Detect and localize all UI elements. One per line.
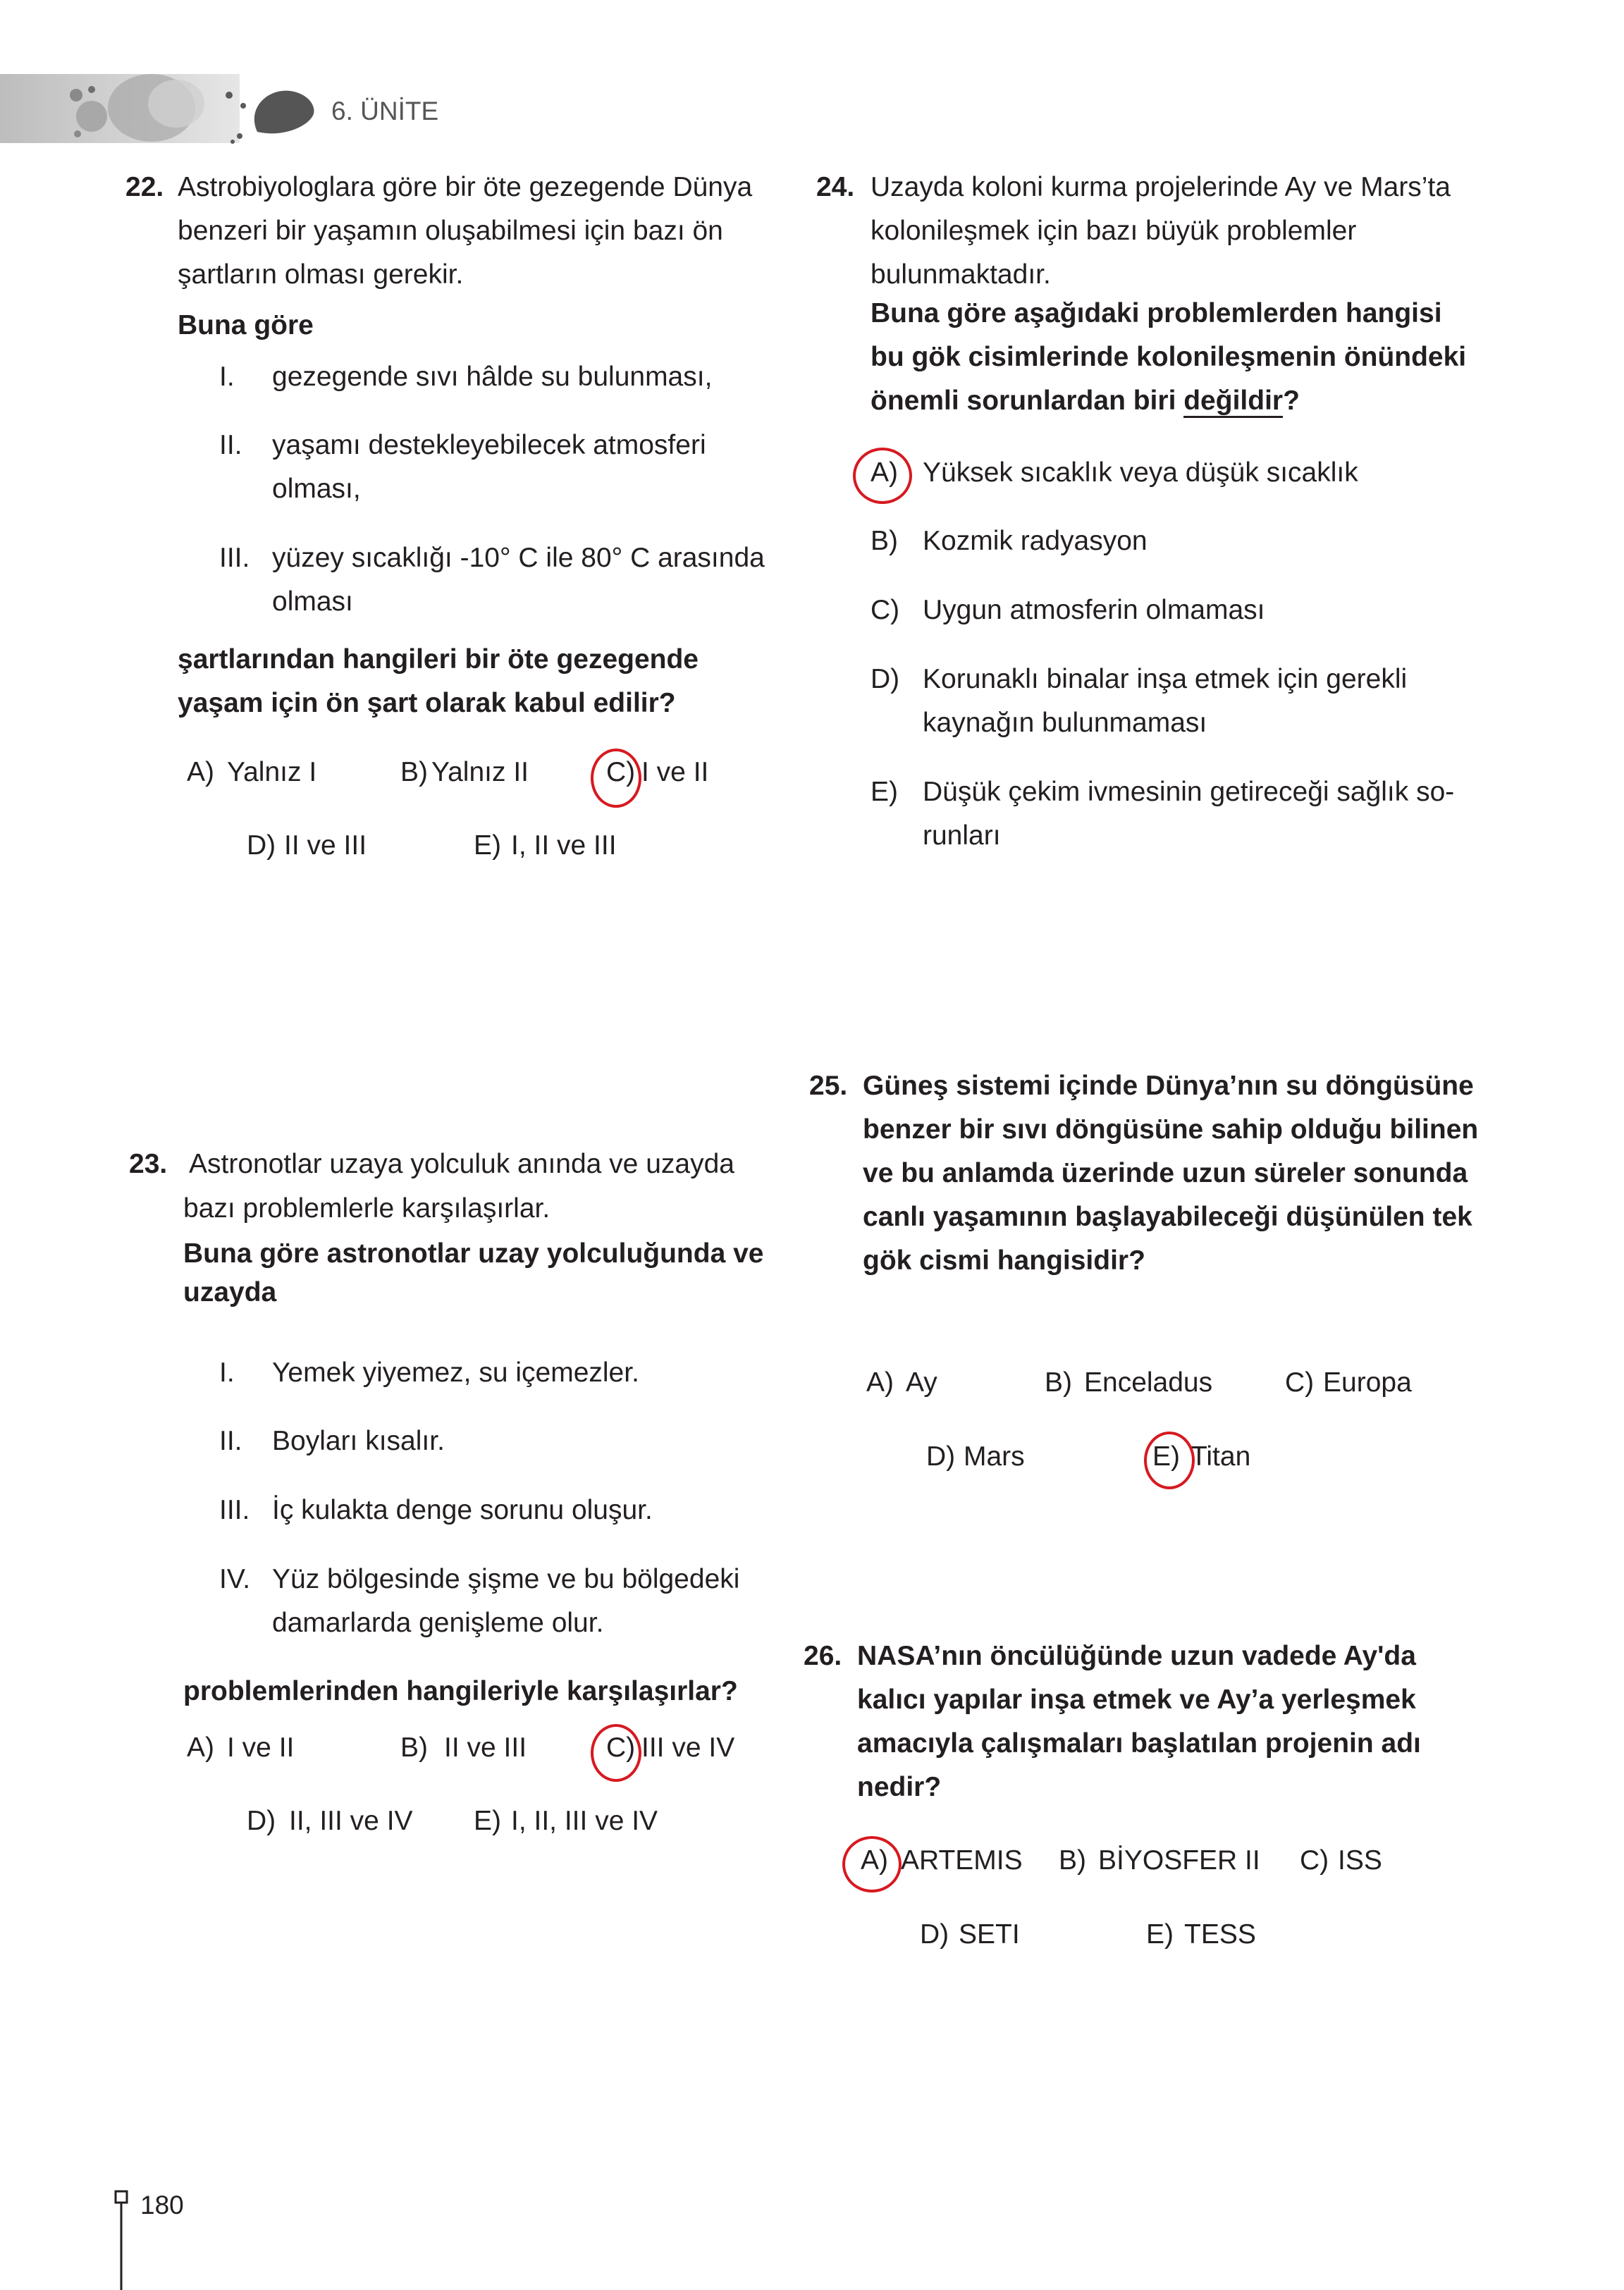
question-text-line: kalıcı yapılar inşa etmek ve Ay’a yerleşmek bbox=[857, 1685, 1416, 1715]
question-number: 22. bbox=[125, 172, 164, 202]
option-letter[interactable]: D) bbox=[247, 1806, 276, 1836]
question-stem-line: bulunmaktadır. bbox=[871, 259, 1051, 290]
question-stem-line: kolonileşmek için bazı büyük problemler bbox=[871, 216, 1357, 246]
option-text[interactable]: Europa bbox=[1323, 1367, 1412, 1398]
option-letter[interactable]: E) bbox=[871, 777, 898, 807]
item-numeral: II. bbox=[219, 430, 242, 460]
option-text[interactable]: Enceladus bbox=[1084, 1367, 1213, 1398]
item-numeral: I. bbox=[219, 1358, 235, 1388]
option-text[interactable]: runları bbox=[923, 820, 1001, 851]
item-text: damarlarda genişleme olur. bbox=[272, 1608, 604, 1638]
item-text: gezegende sıvı hâlde su bulunması, bbox=[272, 362, 713, 392]
item-text: yaşamı destekleyebilecek atmosferi bbox=[272, 430, 706, 460]
option-text[interactable]: ISS bbox=[1338, 1845, 1382, 1876]
option-letter[interactable]: D) bbox=[920, 1919, 949, 1950]
question-text-line: amacıyla çalışmaları başlatılan projenin adı bbox=[857, 1728, 1421, 1759]
question-text-line: nedir? bbox=[857, 1772, 942, 1802]
question-text-line: şartlarından hangileri bir öte gezegende bbox=[178, 644, 699, 675]
question-stem-line: şartların olması gerekir. bbox=[178, 259, 464, 290]
option-text[interactable]: Titan bbox=[1191, 1441, 1251, 1472]
question-prompt: uzayda bbox=[183, 1277, 277, 1307]
answer-mark-circle bbox=[1144, 1432, 1195, 1489]
option-letter[interactable]: A) bbox=[187, 1732, 214, 1763]
option-letter[interactable]: B) bbox=[871, 526, 898, 556]
question-number: 23. bbox=[129, 1149, 168, 1179]
option-text[interactable]: I ve II bbox=[227, 1732, 295, 1763]
answer-mark-circle bbox=[591, 1724, 641, 1782]
question-text-line: benzer bir sıvı döngüsüne sahip olduğu bilinen bbox=[863, 1114, 1479, 1145]
question-text-line: yaşam için ön şart olarak kabul edilir? bbox=[178, 688, 676, 718]
item-numeral: IV. bbox=[219, 1564, 251, 1594]
option-text[interactable]: I ve II bbox=[641, 757, 709, 787]
option-letter[interactable]: A) bbox=[861, 1845, 888, 1876]
option-letter[interactable]: C) bbox=[1285, 1367, 1315, 1398]
question-stem-line: bazı problemlerle karşılaşırlar. bbox=[183, 1193, 550, 1224]
item-text: İç kulakta denge sorunu oluşur. bbox=[272, 1495, 653, 1525]
question-text-line: NASA’nın öncülüğünde uzun vadede Ay'da bbox=[857, 1641, 1416, 1671]
question-number: 26. bbox=[804, 1641, 842, 1671]
option-text[interactable]: BİYOSFER II bbox=[1098, 1845, 1260, 1876]
answer-mark-circle bbox=[842, 1836, 902, 1892]
option-letter[interactable]: A) bbox=[866, 1367, 894, 1398]
question-stem-line: Uzayda koloni kurma projelerinde Ay ve Mars’ta bbox=[871, 172, 1451, 202]
option-text[interactable]: Yalnız II bbox=[431, 757, 529, 787]
option-text[interactable]: Yalnız I bbox=[227, 757, 317, 787]
question-text-line bbox=[871, 379, 1300, 423]
item-numeral: I. bbox=[219, 362, 235, 392]
question-mark: ? bbox=[1283, 386, 1300, 416]
option-letter[interactable]: D) bbox=[247, 830, 276, 861]
option-text[interactable]: Uygun atmosferin olmaması bbox=[923, 595, 1265, 625]
option-text[interactable]: I, II, III ve IV bbox=[511, 1806, 658, 1836]
question-stem-line: benzeri bir yaşamın oluşabilmesi için bazı ön bbox=[178, 216, 723, 246]
question-text-line: canlı yaşamının başlayabileceği düşünülen tek bbox=[863, 1202, 1472, 1232]
question-number: 25. bbox=[809, 1071, 848, 1101]
item-text: olması bbox=[272, 586, 353, 617]
option-letter[interactable]: B) bbox=[400, 757, 428, 787]
option-text[interactable]: kaynağın bulunmaması bbox=[923, 708, 1207, 738]
question-stem-line: Astronotlar uzaya yolculuk anında ve uzayda bbox=[189, 1149, 734, 1179]
option-text[interactable]: TESS bbox=[1184, 1919, 1256, 1950]
option-letter[interactable]: A) bbox=[871, 457, 898, 488]
item-text: Yüz bölgesinde şişme ve bu bölgedeki bbox=[272, 1564, 740, 1594]
item-text: olması, bbox=[272, 474, 361, 504]
option-letter[interactable]: E) bbox=[474, 830, 501, 861]
option-letter[interactable]: C) bbox=[871, 595, 900, 625]
question-text-start: önemli sorunlardan biri bbox=[871, 386, 1184, 416]
option-text[interactable]: II, III ve IV bbox=[289, 1806, 413, 1836]
item-text: Boyları kısalır. bbox=[272, 1426, 445, 1456]
option-text[interactable]: Korunaklı binalar inşa etmek için gerekli bbox=[923, 664, 1408, 694]
question-text-line: Güneş sistemi içinde Dünya’nın su döngüsüne bbox=[863, 1071, 1474, 1101]
option-text[interactable]: SETI bbox=[959, 1919, 1020, 1950]
option-letter[interactable]: E) bbox=[474, 1806, 501, 1836]
item-text: Yemek yiyemez, su içemezler. bbox=[272, 1358, 639, 1388]
option-text[interactable]: Ay bbox=[906, 1367, 937, 1398]
option-text[interactable]: III ve IV bbox=[641, 1732, 735, 1763]
question-stem-line: Astrobiyologlara göre bir öte gezegende Dünya bbox=[178, 172, 753, 202]
header-decoration bbox=[0, 67, 331, 152]
option-letter[interactable]: E) bbox=[1152, 1441, 1180, 1472]
option-text[interactable]: ARTEMIS bbox=[901, 1845, 1023, 1876]
option-letter[interactable]: D) bbox=[871, 664, 900, 694]
option-letter[interactable]: A) bbox=[187, 757, 214, 787]
option-text[interactable]: Yüksek sıcaklık veya düşük sıcaklık bbox=[923, 457, 1358, 488]
question-text-line: ve bu anlamda üzerinde uzun süreler sonunda bbox=[863, 1158, 1468, 1188]
option-text[interactable]: II ve III bbox=[444, 1732, 527, 1763]
question-text-line: Buna göre aşağıdaki problemlerden hangisi bbox=[871, 298, 1442, 328]
option-letter[interactable]: B) bbox=[1059, 1845, 1086, 1876]
page-number: 180 bbox=[140, 2191, 184, 2220]
option-letter[interactable]: B) bbox=[400, 1732, 428, 1763]
question-prompt: Buna göre astronotlar uzay yolculuğunda ve bbox=[183, 1238, 764, 1269]
option-letter[interactable]: C) bbox=[606, 757, 636, 787]
option-letter[interactable]: D) bbox=[926, 1441, 956, 1472]
item-numeral: II. bbox=[219, 1426, 242, 1456]
option-letter[interactable]: B) bbox=[1045, 1367, 1072, 1398]
item-text: yüzey sıcaklığı -10° C ile 80° C arasında bbox=[272, 543, 765, 573]
option-text[interactable]: Mars bbox=[964, 1441, 1025, 1472]
option-text[interactable]: I, II ve III bbox=[511, 830, 617, 861]
question-text: problemlerinden hangileriyle karşılaşırlar? bbox=[183, 1676, 738, 1706]
question-text-line: gök cismi hangisidir? bbox=[863, 1245, 1145, 1276]
option-letter[interactable]: C) bbox=[1300, 1845, 1329, 1876]
question-number: 24. bbox=[816, 172, 855, 202]
negation-emphasis: değildir bbox=[1183, 386, 1283, 418]
option-letter[interactable]: E) bbox=[1146, 1919, 1174, 1950]
option-text[interactable]: Düşük çekim ivmesinin getireceği sağlık so- bbox=[923, 777, 1455, 807]
page-marker-line bbox=[113, 2189, 134, 2290]
answer-mark-circle bbox=[853, 448, 912, 504]
option-text[interactable]: Kozmik radyasyon bbox=[923, 526, 1148, 556]
option-letter[interactable]: C) bbox=[606, 1732, 636, 1763]
item-numeral: III. bbox=[219, 543, 250, 573]
answer-mark-circle bbox=[591, 749, 641, 808]
question-text-line: bu gök cisimlerinde kolonileşmenin önündeki bbox=[871, 342, 1467, 372]
question-prompt: Buna göre bbox=[178, 310, 314, 340]
option-text[interactable]: II ve III bbox=[284, 830, 367, 861]
item-numeral: III. bbox=[219, 1495, 250, 1525]
unit-label: 6. ÜNİTE bbox=[331, 97, 439, 125]
